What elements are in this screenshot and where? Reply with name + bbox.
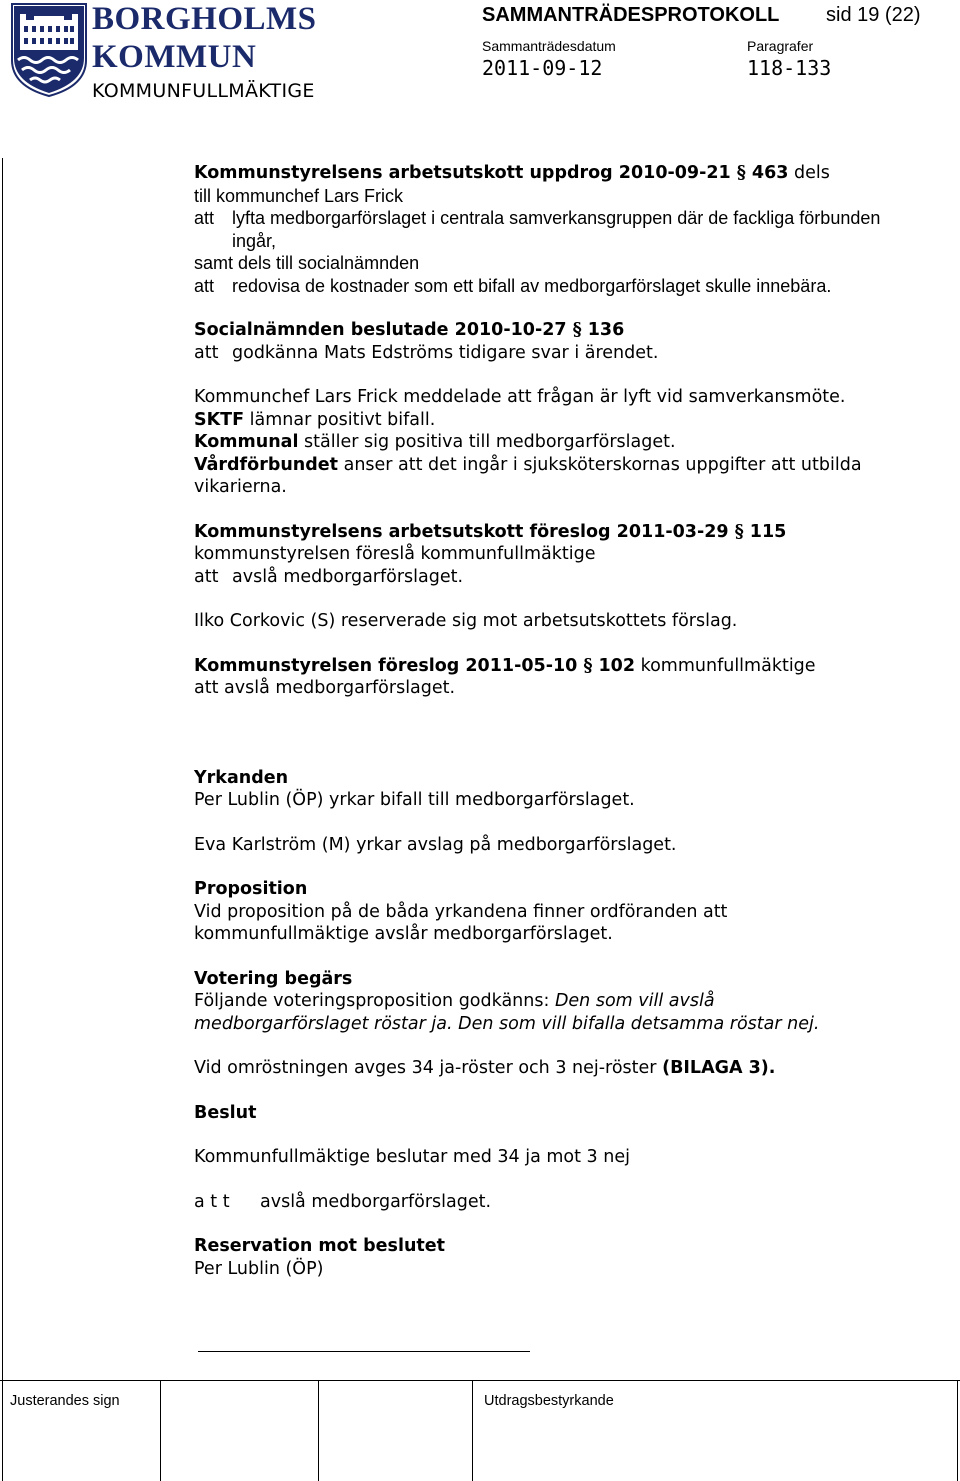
organ-title: KOMMUNFULLMÄKTIGE xyxy=(92,80,315,102)
att-label: att xyxy=(194,342,219,363)
footer-divider xyxy=(318,1380,319,1481)
decision-ref: Socialnämnden beslutade 2010-10-27 xyxy=(194,320,567,340)
att-clause xyxy=(194,1191,894,1214)
paragraph-ksau-2011 xyxy=(194,521,894,566)
text: Vid omröstningen avges 34 ja-röster och 3 nej-röster xyxy=(194,1058,663,1078)
att-text: avslå medborgarförslaget. xyxy=(232,566,464,587)
footer-divider xyxy=(160,1380,161,1481)
page-number: sid 19 (22) xyxy=(826,4,921,26)
text-line: Kommunchef Lars Frick meddelade att frågan är lyft vid samverkansmöte. xyxy=(194,387,846,407)
att-clause xyxy=(194,342,894,365)
footer-divider xyxy=(2,1380,3,1481)
section-number: 115 xyxy=(749,521,787,542)
text: kommunstyrelsen föreslå kommunfullmäktige xyxy=(194,544,596,564)
att-label: att xyxy=(194,566,219,587)
heading-proposition: Proposition xyxy=(194,879,308,899)
meeting-date-value: 2011-09-12 xyxy=(482,56,603,80)
heading-yrkanden: Yrkanden xyxy=(194,767,289,788)
vote-proposition: Den som vill avslå medborgarförslaget röstar ja. Den som vill bifalla detsamma röstar nej. xyxy=(194,991,820,1034)
utdragsbestyrkande-label: Utdragsbestyrkande xyxy=(484,1393,614,1409)
text-line: att avslå medborgarförslaget. xyxy=(194,678,456,698)
reservation-note: Ilko Corkovic (S) reserverade sig mot arbetsutskottets förslag. xyxy=(194,611,738,631)
vote-result xyxy=(194,1057,894,1080)
text: anser att det ingår i sjuksköterskornas uppgifter att utbilda vikarierna. xyxy=(194,454,862,497)
footer-rule xyxy=(0,1380,960,1381)
section-sign-icon: § xyxy=(583,655,593,676)
footer-divider xyxy=(472,1380,473,1481)
section-sign-icon: § xyxy=(734,521,744,542)
section-number: 102 xyxy=(598,655,636,676)
municipality-name-line2: KOMMUN xyxy=(92,39,257,75)
paragraph-ksau-2010 xyxy=(194,162,894,185)
union-sktf xyxy=(194,409,894,432)
left-margin-rule xyxy=(2,158,3,1380)
union-name: Vårdförbundet xyxy=(194,454,339,475)
reservation-text: Per Lublin (ÖP) xyxy=(194,1258,324,1279)
text: dels xyxy=(788,163,830,183)
text: Följande voteringsproposition godkänns: xyxy=(194,991,555,1011)
text: ställer sig positiva till medborgarförslaget. xyxy=(298,432,676,452)
att-clause xyxy=(194,207,894,252)
att-text: lyfta medborgarförslaget i centrala samverkansgruppen där de fackliga förbunden ingår, xyxy=(232,208,881,251)
motion-1: Per Lublin (ÖP) yrkar bifall till medborgarförslaget. xyxy=(194,790,635,810)
text-line: till kommunchef Lars Frick xyxy=(194,185,404,206)
att-label: att xyxy=(194,275,215,296)
att-clause xyxy=(194,275,894,298)
union-kommunal xyxy=(194,431,894,454)
paragraph-socialnamnden xyxy=(194,319,894,342)
document-title: SAMMANTRÄDESPROTOKOLL xyxy=(482,4,780,26)
minutes-body xyxy=(194,162,894,1280)
heading-beslut: Beslut xyxy=(194,1102,257,1123)
section-number: 136 xyxy=(587,320,625,340)
paragraph-ks-2011 xyxy=(194,655,894,678)
text: lämnar positivt bifall. xyxy=(244,409,436,430)
borgholm-castle-crest-icon xyxy=(10,2,88,98)
text-line: samt dels till socialnämnden xyxy=(194,253,420,273)
union-vardforbundet xyxy=(194,454,894,499)
att-text: godkänna Mats Edströms tidigare svar i ärendet. xyxy=(232,342,659,363)
decision-ref: Kommunstyrelsen föreslog 2011-05-10 xyxy=(194,655,578,676)
decision-text: Kommunfullmäktige beslutar med 34 ja mot 3 nej xyxy=(194,1147,630,1167)
union-name: Kommunal xyxy=(194,432,299,452)
signature-line xyxy=(198,1351,530,1352)
paragraphs-label: Paragrafer xyxy=(747,38,814,54)
proposition-text: Vid proposition på de båda yrkandena finner ordföranden att kommunfullmäktige avslår medborgarförslaget. xyxy=(194,901,728,944)
paragraphs-value: 118-133 xyxy=(747,56,832,80)
text: kommunfullmäktige xyxy=(635,655,816,676)
heading-reservation: Reservation mot beslutet xyxy=(194,1236,445,1256)
heading-votering: Votering begärs xyxy=(194,968,353,989)
decision-ref: Kommunstyrelsens arbetsutskott uppdrog 2010-09-21 xyxy=(194,163,731,183)
section-sign-icon: § xyxy=(736,163,746,183)
att-clause xyxy=(194,566,894,589)
motion-2: Eva Karlström (M) yrkar avslag på medborgarförslaget. xyxy=(194,834,677,855)
attachment-ref: (BILAGA 3). xyxy=(662,1058,776,1078)
section-number: 463 xyxy=(751,163,789,183)
meeting-date-label: Sammanträdesdatum xyxy=(482,38,616,54)
att-text: avslå medborgarförslaget. xyxy=(260,1191,492,1212)
att-text: redovisa de kostnader som ett bifall av medborgarförslaget skulle innebära. xyxy=(232,275,832,296)
att-label: a t t xyxy=(194,1191,230,1212)
union-name: SKTF xyxy=(194,409,245,430)
votering-text xyxy=(194,990,894,1035)
section-sign-icon: § xyxy=(572,320,582,340)
justerandes-sign-label: Justerandes sign xyxy=(10,1393,120,1409)
decision-ref: Kommunstyrelsens arbetsutskott föreslog 2011-03-29 xyxy=(194,521,729,542)
municipality-name-line1: BORGHOLMS xyxy=(92,1,317,37)
att-label: att xyxy=(194,208,215,228)
footer-divider xyxy=(957,1380,958,1481)
